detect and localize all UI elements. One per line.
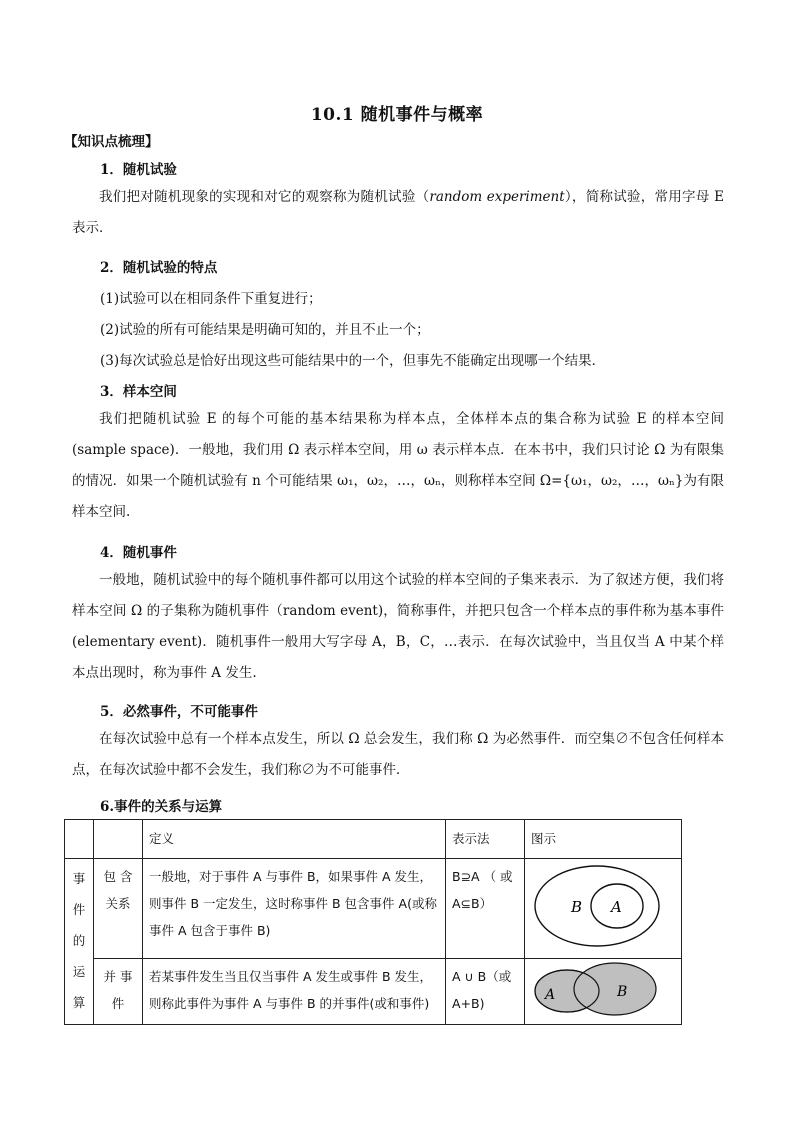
list-item: (2)试验的所有可能结果是明确可知的，并且不止一个； <box>100 322 430 338</box>
venn-label-b: B <box>571 898 583 916</box>
event-relations-table <box>64 819 682 1025</box>
list-item: (1)试验可以在相同条件下重复进行； <box>100 291 322 307</box>
venn-label-a: A <box>545 987 556 1003</box>
list-item: (3)每次试验总是恰好出现这些可能结果中的一个，但事先不能确定出现哪一个结果． <box>100 353 606 369</box>
table-header-notation: 表示法 <box>446 820 525 859</box>
row-diagram-union <box>525 959 682 1025</box>
table-row <box>65 859 682 959</box>
paragraph-random-event: 一般地，随机试验中的每个随机事件都可以用这个试验的样本空间的子集来表示．为了叙述方便，我们将样本空间 Ω 的子集称为随机事件（random event)，简称事件，并把只包含一个样本点的事件称为基本事件(elementary event)．随机事件一般用大写字母 A，B，C，…表示．在每次试验中，当且仅当 A 中某个样本点出现时，称为事件 A 发生. <box>72 572 724 681</box>
heading-experiment-features: 2．随机试验的特点 <box>100 260 218 276</box>
paragraph-random-experiment: 我们把对随机现象的实现和对它的观察称为随机试验（random experiment），简称试验，常用字母 E 表示． <box>72 189 724 236</box>
paragraph-certain-impossible-event: 在每次试验中总有一个样本点发生，所以 Ω 总会发生，我们称 Ω 为必然事件．而空集∅不包含任何样本点，在每次试验中都不会发生，我们称∅为不可能事件． <box>72 731 724 778</box>
paragraph-sample-space: 我们把随机试验 E 的每个可能的基本结果称为样本点，全体样本点的集合称为试验 E 的样本空间(sample space)．一般地，我们用 Ω 表示样本空间，用 ω 表示样本点．在本书中，我们只讨论 Ω 为有限集的情况．如果一个随机试验有 n 个可能结果 ω₁，ω₂，…，ωₙ，则称样本空间 Ω={ω₁，ω₂，…，ωₙ}为有限样本空间. <box>72 411 724 520</box>
table-header-definition: 定义 <box>143 820 446 859</box>
row-notation-inclusion: B⊇A （ 或 A⊆B） <box>446 859 525 959</box>
heading-random-experiment: 1．随机试验 <box>100 162 177 178</box>
heading-event-relations: 6.事件的关系与运算 <box>100 799 223 815</box>
venn-inclusion-diagram <box>525 859 669 955</box>
section-tag: 【知识点梳理】 <box>64 134 159 150</box>
row-name-union: 并 事 件 <box>94 959 143 1025</box>
table-row <box>65 959 682 1025</box>
row-diagram-inclusion <box>525 859 682 959</box>
table-header-empty <box>65 820 94 859</box>
heading-random-event: 4．随机事件 <box>100 545 177 561</box>
venn-label-a: A <box>611 898 622 916</box>
row-notation-union: A ∪ B（或 A+B) <box>446 959 525 1025</box>
venn-outer-set-b <box>535 866 659 946</box>
heading-sample-space: 3．样本空间 <box>100 384 177 400</box>
venn-union-diagram <box>525 959 669 1021</box>
page-title: 10.1 随机事件与概率 <box>310 105 484 125</box>
row-name-inclusion: 包 含 关系 <box>94 859 143 959</box>
table-header-row <box>65 820 682 859</box>
row-definition-union: 若某事件发生当且仅当事件 A 发生或事件 B 发生，则称此事件为事件 A 与事件 B 的并事件(或和事件) <box>143 959 446 1025</box>
heading-certain-impossible-event: 5．必然事件，不可能事件 <box>100 704 258 720</box>
group-label-event-operations: 事 件 的 运 算 <box>65 859 94 1025</box>
row-definition-inclusion: 一般地，对于事件 A 与事件 B，如果事件 A 发生，则事件 B 一定发生，这时称事件 B 包含事件 A(或称事件 A 包含于事件 B) <box>143 859 446 959</box>
table-header-diagram: 图示 <box>525 820 682 859</box>
venn-label-b: B <box>617 984 628 1000</box>
table-header-empty <box>94 820 143 859</box>
